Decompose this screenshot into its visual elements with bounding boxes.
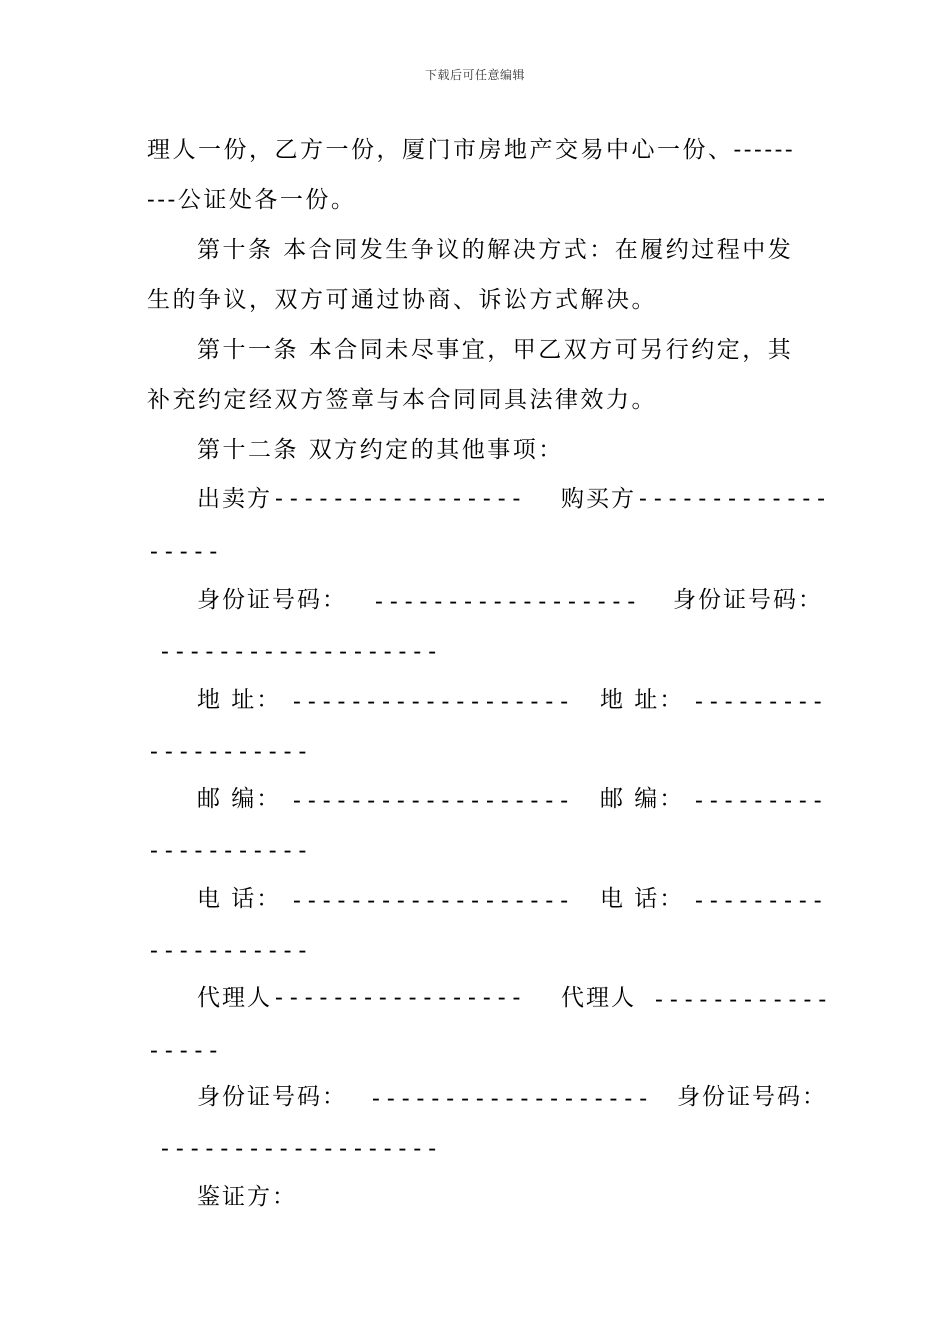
witness-label: 鉴证方： bbox=[197, 1184, 297, 1210]
seller-agent-id-label: 身份证号码： bbox=[197, 1084, 347, 1110]
buyer-address-blank-cont: ----------- bbox=[147, 739, 311, 765]
page-header: 下载后可任意编辑 bbox=[424, 68, 525, 82]
buyer-id-blank: ------------------- bbox=[158, 639, 441, 665]
buyer-phone-label: 电 话： bbox=[600, 886, 685, 912]
buyer-zip-blank: --------- bbox=[692, 788, 826, 814]
seller-id-blank: ------------------ bbox=[372, 589, 640, 615]
seller-agent-blank: ----------------- bbox=[272, 985, 525, 1011]
buyer-phone-blank: --------- bbox=[692, 888, 826, 914]
article-11-line: 第十一条 本合同未尽事宜，甲乙双方可另行约定，其 bbox=[197, 337, 794, 363]
buyer-agent-blank-cont: ----- bbox=[147, 1038, 222, 1064]
buyer-blank-cont: ----- bbox=[147, 539, 222, 565]
buyer-agent-label: 代理人 bbox=[561, 985, 636, 1011]
seller-zip-label: 邮 编： bbox=[197, 786, 282, 812]
buyer-zip-blank-cont: ----------- bbox=[147, 838, 311, 864]
seller-id-label: 身份证号码： bbox=[197, 587, 347, 613]
seller-agent-id-blank: ------------------- bbox=[369, 1086, 652, 1112]
article-10-line: 第十条 本合同发生争议的解决方式：在履约过程中发 bbox=[197, 237, 794, 263]
seller-phone-blank: ------------------- bbox=[290, 888, 573, 914]
seller-blank: ----------------- bbox=[272, 486, 525, 512]
seller-address-label: 地 址： bbox=[197, 687, 282, 713]
seller-label: 出卖方 bbox=[197, 486, 272, 512]
buyer-label: 购买方 bbox=[561, 486, 636, 512]
buyer-agent-blank: ------------ bbox=[652, 987, 831, 1013]
buyer-zip-label: 邮 编： bbox=[600, 786, 685, 812]
paragraph-line: ---公证处各一份。 bbox=[147, 187, 357, 213]
seller-address-blank: ------------------- bbox=[290, 689, 573, 715]
paragraph-line: 理人一份，乙方一份，厦门市房地产交易中心一份、------ bbox=[147, 137, 796, 163]
buyer-address-blank: --------- bbox=[692, 689, 826, 715]
seller-agent-field bbox=[197, 983, 524, 1013]
buyer-blank: ------------- bbox=[636, 486, 830, 512]
seller-agent-label: 代理人 bbox=[197, 985, 272, 1011]
buyer-agent-id-blank: ------------------- bbox=[158, 1136, 441, 1162]
seller-field bbox=[197, 484, 524, 514]
seller-zip-blank: ------------------- bbox=[290, 788, 573, 814]
buyer-phone-blank-cont: ----------- bbox=[147, 938, 311, 964]
buyer-field bbox=[561, 484, 829, 514]
seller-phone-label: 电 话： bbox=[197, 886, 282, 912]
article-12-line: 第十二条 双方约定的其他事项： bbox=[197, 437, 564, 463]
paragraph-line: 补充约定经双方签章与本合同同具法律效力。 bbox=[147, 387, 657, 413]
buyer-address-label: 地 址： bbox=[600, 687, 685, 713]
paragraph-line: 生的争议，双方可通过协商、诉讼方式解决。 bbox=[147, 287, 657, 313]
buyer-agent-id-label: 身份证号码： bbox=[677, 1084, 827, 1110]
buyer-id-label: 身份证号码： bbox=[673, 587, 823, 613]
